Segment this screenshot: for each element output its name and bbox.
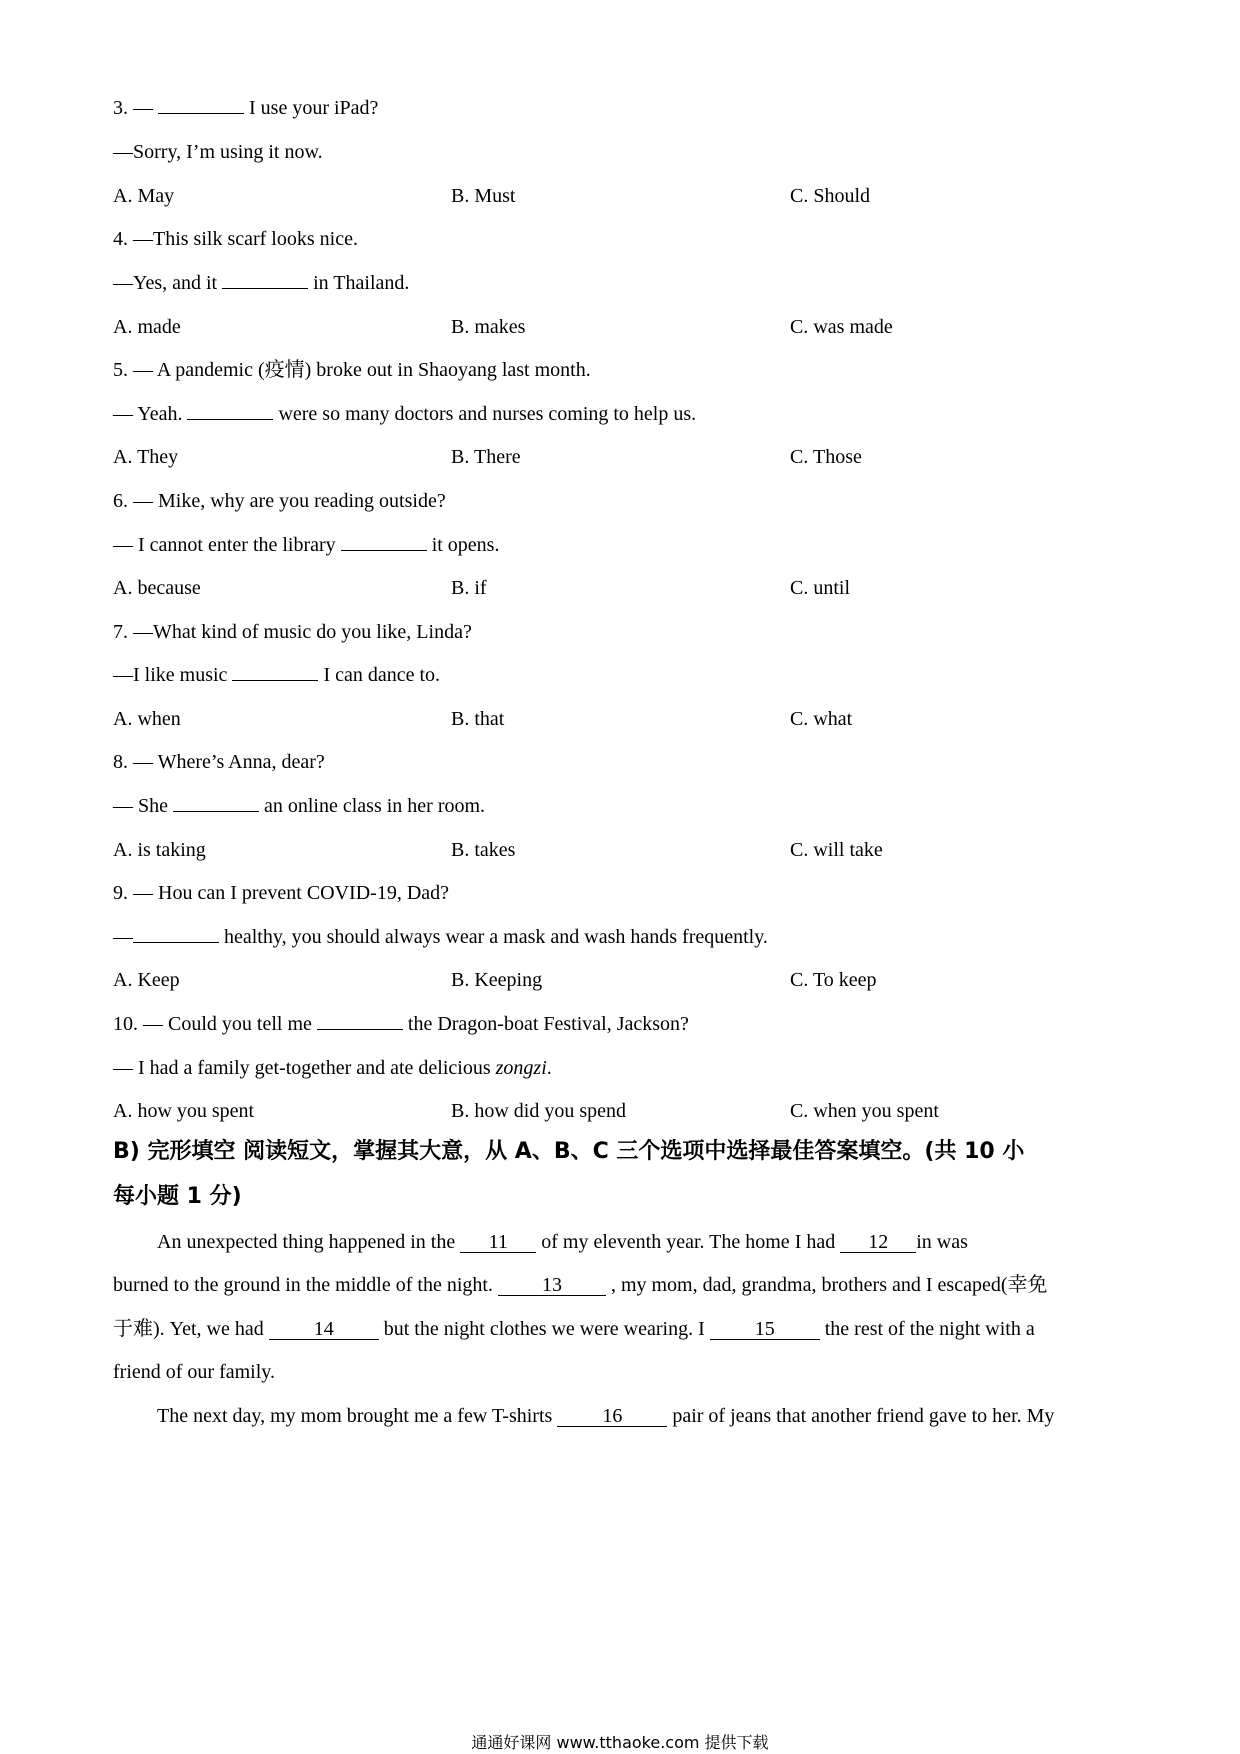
option-b: B. makes [451, 316, 526, 338]
option-c: C. will take [790, 839, 883, 861]
answer-text: — Yeah. [113, 403, 188, 425]
option-b: B. Keeping [451, 969, 543, 991]
option-c: C. Those [790, 446, 862, 468]
option-b: B. takes [451, 839, 516, 861]
cloze-blank-16: 16 [557, 1406, 667, 1427]
answer-blank [173, 794, 259, 812]
answer-line: —Sorry, I’m using it now. [113, 141, 323, 163]
cloze-line [157, 1404, 1054, 1428]
question-6: 6. — Mike, why are you reading outside? [113, 490, 446, 512]
option-a: A. They [113, 446, 179, 468]
option-a: A. May [113, 185, 175, 207]
cloze-line [113, 1273, 1047, 1297]
cloze-text: but the night clothes we were wearing. I [378, 1318, 710, 1340]
option-a: A. because [113, 577, 201, 599]
answer-text: . [546, 1057, 552, 1079]
cloze-blank-15: 15 [710, 1319, 820, 1340]
cloze-text: pair of jeans that another friend gave to her. My [667, 1405, 1055, 1427]
cloze-text: An unexpected thing happened in the [157, 1231, 461, 1253]
answer-blank [158, 96, 244, 114]
question-9: 9. — Hou can I prevent COVID-19, Dad? [113, 882, 450, 904]
answer-text: an online class in her room. [259, 795, 486, 817]
question-8: 8. — Where’s Anna, dear? [113, 751, 325, 773]
answer-text: — I had a family get-together and ate delicious [113, 1057, 496, 1079]
cloze-blank-11: 11 [460, 1232, 536, 1253]
answer-blank [341, 533, 427, 551]
answer-text: it opens. [426, 534, 500, 556]
option-c: C. what [790, 708, 853, 730]
answer-text: healthy, you should always wear a mask and wash hands frequently. [219, 926, 768, 948]
answer-line [113, 925, 768, 949]
cloze-text: in was [916, 1231, 968, 1253]
question-text: 10. — Could you tell me [113, 1013, 317, 1035]
answer-text: were so many doctors and nurses coming to help us. [273, 403, 697, 425]
answer-text: — She [113, 795, 173, 817]
question-10 [113, 1012, 689, 1036]
answer-text: —Yes, and it [113, 272, 223, 294]
option-b: B. if [451, 577, 487, 599]
option-a: A. when [113, 708, 181, 730]
footer-credit: 通通好课网 www.tthaoke.com 提供下载 [471, 1733, 769, 1752]
cloze-text: burned to the ground in the middle of the night. [113, 1274, 498, 1296]
option-b: B. Must [451, 185, 516, 207]
answer-line [113, 794, 485, 818]
question-3 [113, 96, 378, 120]
cloze-blank-13: 13 [498, 1275, 606, 1296]
answer-blank [317, 1012, 403, 1030]
option-a: A. made [113, 316, 181, 338]
cloze-line [157, 1230, 968, 1254]
question-text: 3. — [113, 97, 158, 119]
cloze-line [113, 1317, 1035, 1341]
cloze-text: , my mom, dad, grandma, brothers and I escaped(幸免 [605, 1274, 1048, 1296]
cloze-line: friend of our family. [113, 1361, 275, 1383]
option-a: A. is taking [113, 839, 206, 861]
cloze-text: of my eleventh year. The home I had [536, 1231, 841, 1253]
option-b: B. that [451, 708, 505, 730]
section-heading-cont: 每小题 1 分) [113, 1184, 242, 1209]
answer-text: I can dance to. [318, 664, 441, 686]
answer-text: —I like music [113, 664, 233, 686]
option-a: A. Keep [113, 969, 180, 991]
question-5: 5. — A pandemic (疫情) broke out in Shaoyang last month. [113, 359, 591, 381]
option-c: C. To keep [790, 969, 877, 991]
answer-line [113, 1056, 552, 1080]
option-c: C. Should [790, 185, 871, 207]
option-b: B. There [451, 446, 521, 468]
answer-line [113, 271, 409, 295]
cloze-text: the rest of the night with a [819, 1318, 1035, 1340]
answer-blank [133, 925, 219, 943]
cloze-blank-12: 12 [840, 1232, 916, 1253]
option-c: C. was made [790, 316, 893, 338]
answer-line [113, 402, 696, 426]
section-heading: B) 完形填空 阅读短文，掌握其大意，从 A、B、C 三个选项中选择最佳答案填空。(共 10 小 [113, 1139, 1025, 1164]
answer-text: — I cannot enter the library [113, 534, 341, 556]
cloze-text: The next day, my mom brought me a few T-shirts [157, 1405, 558, 1427]
question-7: 7. —What kind of music do you like, Linda? [113, 621, 472, 643]
answer-line [113, 533, 499, 557]
option-b: B. how did you spend [451, 1100, 626, 1122]
answer-blank [232, 663, 318, 681]
cloze-blank-14: 14 [269, 1319, 379, 1340]
answer-line [113, 663, 440, 687]
option-c: C. until [790, 577, 851, 599]
option-c: C. when you spent [790, 1100, 939, 1122]
answer-blank [187, 402, 273, 420]
cloze-text: 于难). Yet, we had [113, 1318, 269, 1340]
question-text: I use your iPad? [244, 97, 379, 119]
italic-word: zongzi [495, 1057, 547, 1079]
answer-blank [222, 271, 308, 289]
answer-text: — [113, 926, 133, 948]
question-4: 4. —This silk scarf looks nice. [113, 228, 358, 250]
question-text: the Dragon-boat Festival, Jackson? [402, 1013, 689, 1035]
answer-text: in Thailand. [308, 272, 410, 294]
option-a: A. how you spent [113, 1100, 255, 1122]
